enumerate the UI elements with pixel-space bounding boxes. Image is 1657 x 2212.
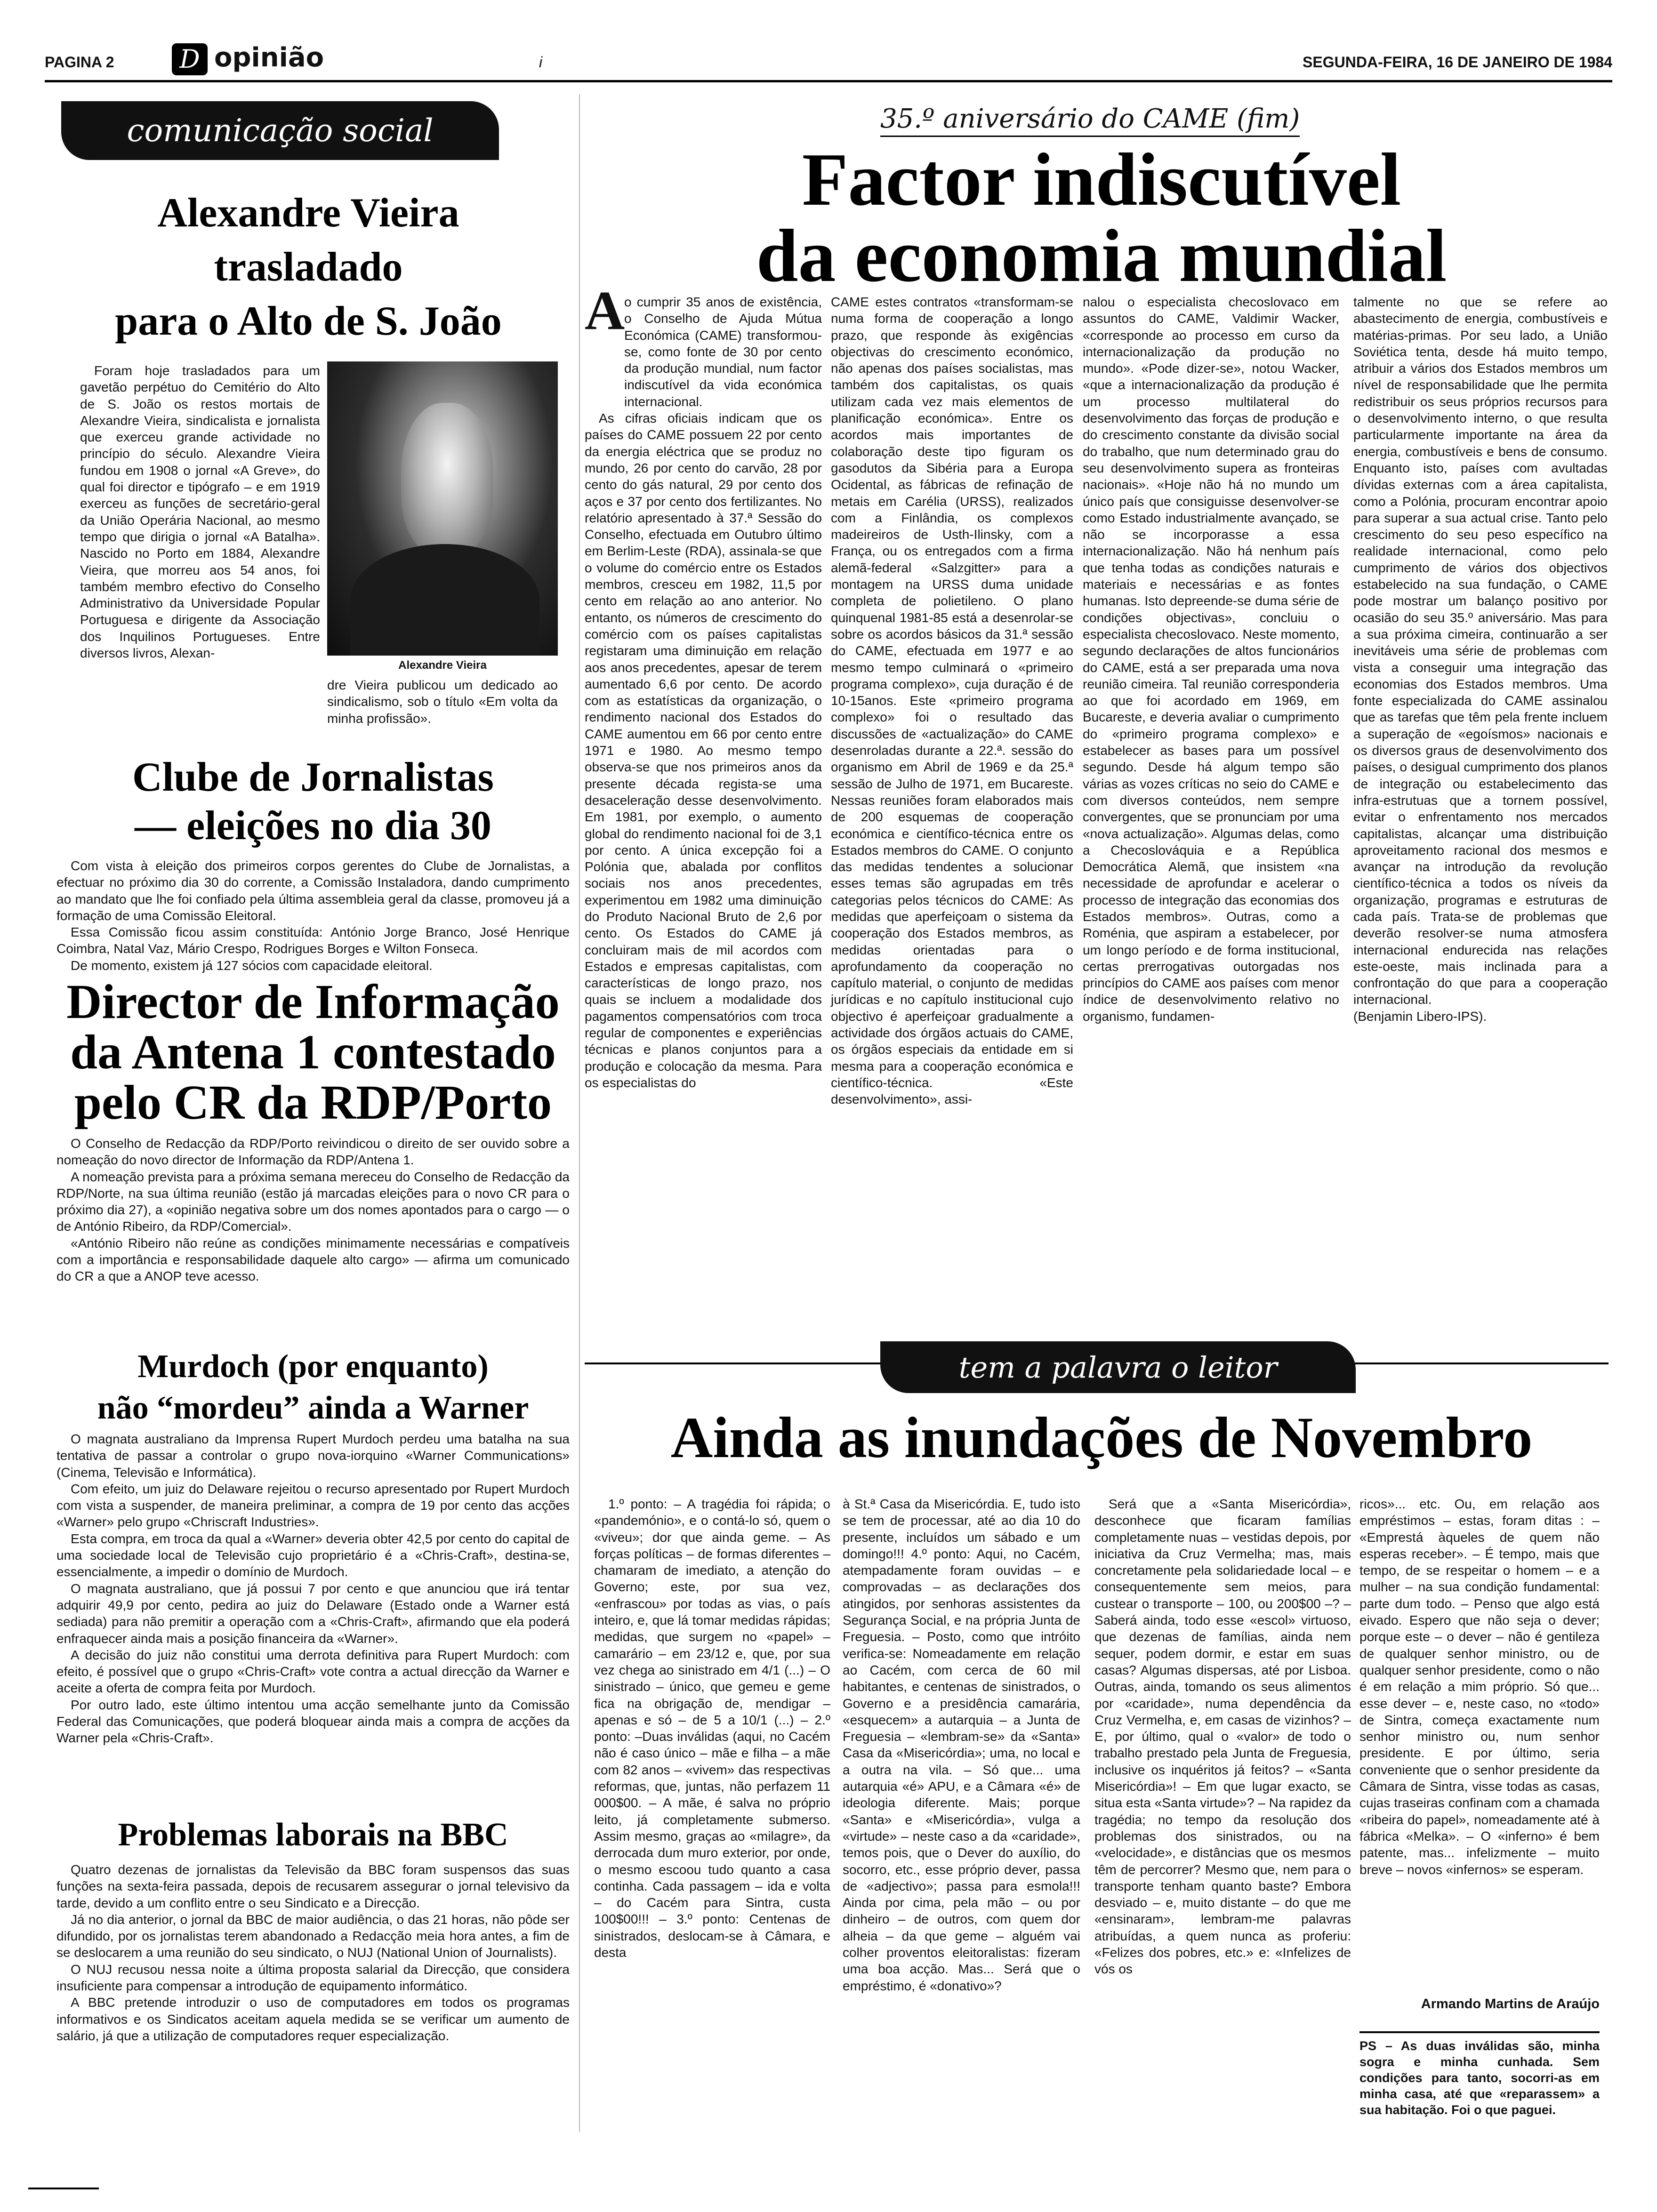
article-paragraph: A BBC pretende introduzir o uso de computadores em todos os programas informativos e os Sindicatos aceitam aquela medida se se verificar um aumento de salário, já que a utilização de computadores requer especialização.: [56, 1995, 570, 2043]
page-number: PAGINA 2: [45, 54, 114, 71]
article-paragraph: Esta compra, em troca da qual a «Warner» deveria obter 42,5 por cento do capital de uma sociedade local de Televisão cujo proprietário é a «Chris-Craft», destina-se, essencialmente, a impedir o domínio de Murdoch.: [56, 1531, 570, 1579]
article-paragraph: nalou o especialista checoslovaco em assuntos do CAME, Valdimir Wacker, «corresponde ao processo em curso da internacionalização da produção no mundo». «Pode dizer-se», notou Wacker, «que a internacionalização da produção é um processo multilateral do desenvolvimento das forças de produção e do crescimento constante da divisão social do trabalho, que num determinado grau do seu desenvolvimento supera as fronteiras nacionais». «Hoje não há no mundo um único país que consiguisse desenvolver-se como Estado industrialmente avançado, se não se incorporasse a essa internacionalização. Não há nenhum país que tenha todas as condições naturais e materiais e necessárias e as fontes humanas. Isto depreende-se duma série de condições objectivas», concluiu o especialista checoslovaco. Neste momento, segundo declarações de altos funcionários do CAME, está a ser preparada uma nova reunião cimeira. Tal reunião corresponderia ao que foi acordado em 1969, em Bucareste, e deveria avaliar o cumprimento do «primeiro programa complexo» e estabelecer as bases para um possível segundo. Desde há algum tempo são várias as vozes críticas no seio do CAME e com diversos conteúdos, nem sempre convergentes, que se pronunciam por uma «nova actualização». Algumas delas, como a Checoslováquia e a República Democrática Alemã, que insistem «na necessidade de aprofundar e acelerar o processo de integração das economias dos Estados membros». Outras, como a Roménia, que aspiram a estabelecer, por um longo período e de forma institucional, certas prerrogativas outorgadas nos princípios do CAME aos países com menor índice de desenvolvimento relativo no organismo, fundamen-: [1083, 295, 1339, 1024]
article-paragraph: Foram hoje trasladados para um gavetão perpétuo do Cemitério do Alto de S. João os restos mortais de Alexandre Vieira, sindicalista e jornalista que exerceu grande actividade no princípio do século. Alexandre Vieira fundou em 1908 o jornal «A Greve», do qual foi director e tipógrafo – e em 1919 exerceu as funções de secretário-geral da União Operária Nacional, ao mesmo tempo que dirigia o jornal «A Batalha». Nascido no Porto em 1884, Alexandre Vieira, que morreu aos 54 anos, foi também membro efectivo do Conselho Administrativo da Universidade Popular Portuguesa e dirigente da Associação dos Inquilinos Portugueses. Entre diversos livros, Alexan-: [80, 363, 320, 661]
leitor-column-1: [594, 1496, 830, 1961]
article-paragraph: ricos»... etc. Ou, em relação aos empréstimos – estas, foram ditas : – «Emprestá àqueles de quem não esperas receber». – É tempo, mais que tempo, de se respeitar o homem – e a mulher – na sua condição fundamental: parte dum todo. – Penso que algo está eivado. Espero que não seja o dever; porque este – o dever – não é gentileza de qualquer senhor ministro, ou de qualquer senhor presidente, como o não é em relação a mim próprio. Só que... esse dever – e, neste caso, no «todo» de Sintra, começa exactamente num senhor ministro ou, num senhor presidente. E por último, seria conveniente que o senhor presidente da Câmara de Sintra, visse todas as casas, cujas traseiras confinam com a chamada «ribeira do papel», nomeadamente até à fábrica «Melka». – O «inferno» é bem patente, mas... infelizmente – muito breve – novos «infernos» se esperam.: [1359, 1497, 1600, 1877]
ps-paragraph: PS – As duas inválidas são, minha sogra e minha cunhada. Sem condições para tanto, socorri-as em minha casa, até que «reparassem» a sua habitação. Foi o que paguei.: [1359, 2039, 1600, 2117]
murdoch-body: [56, 1431, 570, 1747]
headline-line: Alexandre Vieira: [157, 190, 459, 236]
came-column-1: [585, 294, 822, 1091]
article-paragraph: Por outro lado, este último intentou uma acção semelhante junto da Comissão Federal das Comunicações, que poderá bloquear ainda mais a compra de acções da Warner pela «Chris-Craft».: [56, 1697, 570, 1746]
section-banner-comunicacao: [61, 101, 499, 160]
banner-text: comunicação social: [127, 112, 434, 149]
headline-line: para o Alto de S. João: [115, 298, 502, 344]
article-paragraph: Será que a «Santa Misericórdia», desconhece que ficaram famílias completamente nuas – vestidas depois, por iniciativa da Cruz Vermelha; mas, mais concretamente pela solidariedade local – e consequentemente sem meios, para custear o transporte – 100, ou 200$00 –? – Saberá ainda, todo esse «escol» virtuoso, que dezenas de famílias, ainda nem sequer, podem dormir, e estar em suas casas? Algumas dispersas, até por Lisboa. Outras, ainda, tomando os seus alimentos por «caridade», numa dependência da Cruz Vermelha, e, em casas de vizinhos? – E, por último, qual o «valor» de todo o trabalho prestado pela Junta de Freguesia, inclusive os inquéritos já feitos? – «Santa Misericórdia»! – Em que lugar exacto, se situa esta «Santa virtude»? – Na rapidez da tragédia; no tempo da resolução dos problemas dos sinistrados, ou na «velocidade», e distâncias que os mesmos têm de percorrer? Mesmo que, nem para o transporte tenham quanto baste? Embora desviado – e, muito distante – do que me «ensinaram», lembram-me palavras atribuídas, a quem nunca as proferiu: «Felizes dos pobres, etc.» e: «Infelizes de vós os: [1094, 1497, 1351, 1977]
came-column-3: [1083, 294, 1339, 1025]
article-paragraph: Quatro dezenas de jornalistas da Televisão da BBC foram suspensos das suas funções na sexta-feira passada, depois de recusarem assegurar o jornal televisivo da tarde, devido a um conflito entre o seu Sindicato e a Direcção.: [56, 1862, 570, 1910]
came-column-4: [1353, 294, 1608, 1025]
photo-caption: Alexandre Vieira: [398, 659, 487, 672]
section-name: opinião: [214, 42, 324, 73]
leitor-column-2: [843, 1496, 1080, 1994]
leitor-headline: Ainda as inundações de Novembro: [670, 1405, 1533, 1470]
issue-date: SEGUNDA-FEIRA, 16 DE JANEIRO DE 1984: [1303, 54, 1612, 71]
vieira-body: [80, 362, 320, 661]
leitor-ps: [1359, 2038, 1600, 2118]
column-divider: [579, 94, 580, 2132]
leitor-author: Armando Martins de Araújo: [1421, 1996, 1600, 2012]
came-column-2: [831, 294, 1073, 1108]
article-paragraph: O magnata australiano da Imprensa Rupert Murdoch perdeu uma batalha na sua tentativa de passar a controlar o grupo nova-iorquino «Warner Communications» (Cinema, Televisão e Informática).: [56, 1432, 570, 1480]
article-paragraph: «António Ribeiro não reúne as condições minimamente necessárias e compatíveis com a importância e responsabilidade daquele alto cargo» — afirma um comunicado do CR a que a ANOP teve acesso.: [56, 1235, 570, 1284]
headline-line: não “mordeu” ainda a Warner: [97, 1390, 529, 1426]
article-paragraph: Já no dia anterior, o jornal da BBC de maior audiência, o das 21 horas, não pôde ser difundido, por os jornalistas terem abandonado a Redacção meia hora antes, a fim de se deslocarem a uma reunião do seu sindicato, o NUJ (National Union of Journalists).: [56, 1912, 570, 1960]
headline-line: — eleições no dia 30: [135, 803, 491, 849]
bbc-headline: Problemas laborais na BBC: [118, 1817, 508, 1853]
article-paragraph: dre Vieira publicou um dedicado ao sindicalismo, sob o título «Em volta da minha profissão».: [327, 678, 558, 726]
clube-headline: [56, 753, 570, 850]
article-paragraph: A decisão do juiz não constitui uma derrota definitiva para Rupert Murdoch: com efeito, é possível que o grupo «Chris-Craft» vote contra a actual direcção da Warner e aceite a oferta de compra feita por Murdoch.: [56, 1647, 570, 1696]
article-paragraph: O NUJ recusou nessa noite a última proposta salarial da Direcção, que considera insuficiente para compensar a introdução de equipamento informático.: [56, 1962, 570, 1994]
came-headline: [584, 137, 1619, 297]
headline-line: da economia mundial: [756, 214, 1447, 297]
page-footer-rule: [28, 2188, 99, 2189]
article-paragraph: CAME estes contratos «transformam-se numa forma de cooperação a longo prazo, que responde às exigências objectivas do crescimento económico, não apenas dos países socialistas, mas também dos capitalistas, os quais utilizam cada vez mais elementos de planificação económica». Entre os acordos mais importantes de colaboração deste tipo figuram os gasodutos da Sibéria para a Europa Ocidental, as fábricas de refinação de metais em Carélia (URSS), realizados com a Finlândia, os complexos madeireiros de Usth-Ilinsky, com a França, ou os entregados com a firma alemã-federal «Salzgitter» para a montagem na URSS duma unidade completa de polietileno. O plano quinquenal 1981-85 está a desenrolar-se sobre os acordos básicos da 31.ª sessão do CAME, efectuada em 1977 e ao mesmo tempo culminará o «primeiro programa complexo», cuja duração é de 10-15anos. Este «primeiro programa complexo» foi o resultado das discussões de «actualização» do CAME desenroladas durante a 22.ª. sessão do organismo em Abril de 1969 e da 25.ª sessão de Julho de 1971, em Bucareste. Nessas reuniões foram elaborados mais de 200 esquemas de cooperação económica e científico-técnica entre os Estados membros do CAME. O conjunto das medidas tendentes a solucionar esses temas são agrupadas em três categorias pelos técnicos do CAME: As medidas que aperfeiçoam o sistema da cooperação dos Estados membros, as medidas orientadas para o aprofundamento da cooperação no capítulo material, o conjunto de medidas jurídicas e no capítulo institucional cujo objectivo é aperfeiçoar gradualmente a actividade dos órgãos actuais do CAME, os órgãos especiais da entidade em si mesma para a cooperação económica e científico-técnica. «Este desenvolvimento», assi-: [831, 295, 1073, 1107]
article-paragraph: 1.º ponto: – A tragédia foi rápida; o «pandemónio», e o contá-lo só, quem o «viveu»; dor que ainda geme. – As forças políticas – de formas diferentes – chamaram de imediato, a atenção do Governo; este, por sua vez, «enfrascou» por todas as vias, o país inteiro, e, que lá tomar medidas rápidas; medidas, que surgem no «papel» – camarário – em 23/12 e, que, por sua vez chega ao sinistrado em 4/1 (...) – O sinistrado – único, que gemeu e geme fica na obrigação de, mendigar – apenas e só – de 5 a 10/1 (...) – 2.º ponto: –Duas inválidas (aqui, no Cacém não é caso único – mãe e filha – a mãe com 82 anos – «vivem» das respectivas reformas, que, juntas, não perfazem 11 000$00. – A mãe, é salva no próprio leito, já completamente submerso. Assim mesmo, graças ao «milagre», da derrocada dum muro exterior, por onde, o mesmo escoou tudo quanto a casa continha. Cada passagem – ida e volta – do Cacém para Sintra, custa 100$00!!! – 3.º ponto: Centenas de sinistrados, deslocam-se à Câmara, e desta: [594, 1497, 830, 1960]
headline-line: trasladado: [214, 244, 403, 290]
section-logo-icon: D: [172, 43, 208, 75]
page-mark: i: [539, 54, 543, 71]
vieira-photo: [327, 361, 558, 656]
article-paragraph: As cifras oficiais indicam que os países do CAME possuem 22 por cento da energia eléctrica que se produz no mundo, 26 por cento do carvão, 28 por cento do gás natural, 29 por cento dos aços e 37 por cento dos fertilizantes. No relatório apresentado à 37.ª Sessão do Conselho, efectuada em Outubro último em Berlim-Leste (RDA), assinala-se que o volume do comércio entre os Estados membros, cresceu em 1982, 11,5 por cento em relação ao ano anterior. No entanto, os números de crescimento do comércio com os países capitalistas registaram uma diminuição em relação aos anos precedentes, apesar de terem aumentado 6,6 por cento. De acordo com as estatísticas da organização, o rendimento nacional dos Estados do CAME aumentou em 66 por cento entre 1971 e 1980. Ao mesmo tempo observa-se que nos primeiros anos da presente década regista-se uma desaceleração desse desenvolvimento. Em 1981, por exemplo, o aumento global do rendimento nacional foi de 3,1 por cento. A única excepção foi a Polónia que, abalada por conflitos sociais nos anos precedentes, experimentou em 1982 uma diminuição do Produto Nacional Bruto de 2,6 por cento. Os Estados do CAME já concluiram mais de mil acordos com Estados e empresas capitalistas, com características de longo prazo, nos quais se incluem a modalidade dos pagamentos compensatórios com troca regular de componentes e experiências técnicas e planos conjuntos para a produção e colocação da mesma. Para os especialistas do: [585, 411, 822, 1090]
section-banner-leitor: [880, 1341, 1356, 1393]
headline-line: Clube de Jornalistas: [132, 754, 494, 800]
vieira-headline: [61, 186, 555, 348]
page-header: [45, 43, 1612, 76]
article-paragraph: Com efeito, um juiz do Delaware rejeitou o recurso apresentado por Rupert Murdoch com vista a suspender, de maneira preliminar, a compra de 19 por cento das acções «Warner» pelo grupo «Chriscraft Industries».: [56, 1481, 570, 1530]
ps-rule: [1359, 2031, 1600, 2033]
article-paragraph: De momento, existem já 127 sócios com capacidade eleitoral.: [71, 958, 433, 973]
came-kicker: 35.º aniversário do CAME (fim): [880, 103, 1300, 137]
article-paragraph: O magnata australiano, que já possui 7 por cento e que anunciou que irá tentar adquirir 49,9 por cento, pedira ao juiz do Delaware (Estado onde a Warner está sediada) para não premitir a operação com a «Chris-Craft», afirmando que ela poderá enfraquecer ainda mais a posição financeira da «Warner».: [56, 1581, 570, 1646]
headline-line: Director de Informação: [66, 975, 560, 1029]
article-byline: (Benjamin Libero-IPS).: [1353, 1009, 1487, 1024]
murdoch-headline: [56, 1346, 570, 1429]
article-paragraph: à St.ª Casa da Misericórdia. E, tudo isto se tem de processar, até ao dia 10 do presente, incluídos um sábado e um domingo!!! 4.º ponto: Aqui, no Cacém, atempadamente foram ouvidas – e comprovadas – as declarações dos atingidos, por senhoras assistentes da Segurança Social, e na própria Junta de Freguesia. – Posto, como que intróito verifica-se: Nomeadamente em relação ao Cacém, com cerca de 60 mil habitantes, e centenas de sinistrados, o Governo e a presidência camarária, «esquecem» a autarquia – a Junta de Freguesia – «lembram-se» da «Santa» Casa da «Misericórdia»; uma, no local e a outra na vila. – Só que... uma autarquia «é» APU, e a Câmara «é» de ideologia diferente. Mais; porque «Santa» e «Misericórdia», vulga a «virtude» – neste caso a da «caridade», temos pois, que o Dever do auxílio, do socorro, etc., esse próprio dever, passa de «adjectivo»; passa para esmola!!! Ainda por cima, pela mão – ou por dinheiro – de outros, com quem dor alheia – da que geme – alguém vai colher proventos eleitoralistas: fizeram uma boa acção. Mas... Será que o empréstimo, é «donativo»?: [843, 1497, 1080, 1993]
bbc-body: [56, 1861, 570, 2044]
headline-line: pelo CR da RDP/Porto: [74, 1075, 552, 1130]
header-rule: [45, 80, 1612, 82]
vieira-body-continued: [327, 677, 558, 727]
came-dropcap: A: [585, 280, 625, 341]
leitor-column-3: [1094, 1496, 1351, 1978]
headline-line: Murdoch (por enquanto): [137, 1348, 489, 1385]
article-paragraph: Com vista à eleição dos primeiros corpos gerentes do Clube de Jornalistas, a efectuar no próximo dia 30 do corrente, a Comissão Instaladora, dando cumprimento ao mandato que lhe foi confiado pela última assembleia geral da classe, promoveu já a formação de uma Comissão Eleitoral.: [56, 858, 570, 923]
banner-text: tem a palavra o leitor: [958, 1350, 1278, 1385]
director-body: [56, 1135, 570, 1285]
leitor-column-4: [1359, 1496, 1600, 1878]
clube-body: [56, 858, 570, 974]
article-paragraph: talmente no que se refere ao abastecimento de energia, combustíveis e matérias-primas. Por seu lado, a União Soviética tenta, desde há muito tempo, atribuir a vários dos Estados membros um nível de responsabilidade que lhe permita redistribuir os seus próprios recursos para o desenvolvimento interno, o que resulta particularmente importante na área da energia, combustíveis e bens de consumo. Enquanto isto, países com avultadas dívidas externas com a área capitalista, como a Polónia, procuram encontrar apoio para superar a sua actual crise. Tanto pelo crescimento do seu peso específico na realidade internacional, como pelo cumprimento de vários dos objectivos estabelecido na sua fundação, o CAME pode mostrar um balanço positivo por ocasião do seu 35.º aniversário. Mas para a sua próxima cimeira, continuarão a ser inevitáveis uma série de problemas com vista a conseguir uma integração das economias dos Estados membros. Uma fonte especializada do CAME assinalou que as tarefas que têm pela frente incluem a superação de «egoísmos» nacionais e os diversos graus de desenvolvimento dos países, o desigual cumprimento dos planos de integração ou estabelecimento das infra-estrutuas que a tornem possível, evitar o enfrentamento nos mercados capitalistas, alcançar uma distribuição aproveitamento racional dos mesmos e avançar na introdução da revolução científico-técnica a todos os níveis da organização, programas e estruturas de cada país. Trata-se de problemas que deverão resolver-se numa atmosfera internacional endurecida nas relações este-oeste, mais inclinada para a confrontação do que para a cooperação internacional.: [1353, 295, 1608, 1007]
article-paragraph: o cumprir 35 anos de existência, o Conselho de Ajuda Mútua Económica (CAME) transformou-se, como fonte de 30 por cento da produção mundial, num factor indiscutível da vida económica internacional.: [624, 295, 822, 409]
headline-line: Factor indiscutível: [802, 137, 1401, 221]
article-paragraph: Essa Comissão ficou assim constituída: António Jorge Branco, José Henrique Coimbra, Natal Vaz, Mário Crespo, Rodrigues Borges e Wilton Fonseca.: [56, 925, 570, 956]
article-paragraph: O Conselho de Redacção da RDP/Porto reivindicou o direito de ser ouvido sobre a nomeação do novo director de Informação da RDP/Antena 1.: [56, 1136, 570, 1168]
director-headline: [56, 977, 570, 1128]
headline-line: da Antena 1 contestado: [70, 1025, 556, 1079]
article-paragraph: A nomeação prevista para a próxima semana mereceu do Conselho de Redacção da RDP/Norte, na sua última reunião (estão já marcadas eleições para o novo CR para o próximo dia 27), a «opinião negativa sobre um dos nomes apontados para o cargo — o de António Ribeiro, da RDP/Comercial».: [56, 1169, 570, 1234]
